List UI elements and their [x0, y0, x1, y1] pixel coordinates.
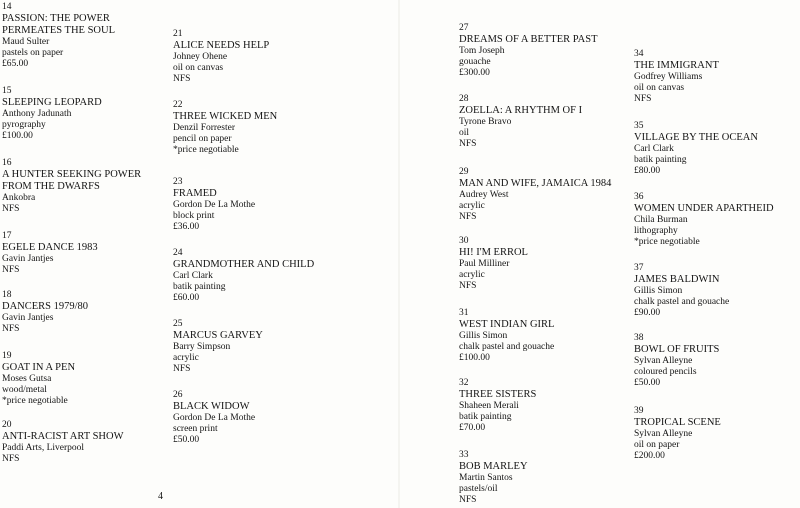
artwork-title: BOWL OF FRUITS — [634, 344, 720, 355]
artwork-title: A HUNTER SEEKING POWER FROM THE DWARFS — [2, 169, 142, 192]
catalogue-entry — [459, 450, 629, 506]
artist-name: Paddi Arts, Liverpool — [2, 443, 85, 453]
entry-number: 16 — [2, 158, 12, 168]
medium: acrylic — [173, 353, 199, 363]
entry-number: 18 — [2, 290, 12, 300]
price: NFS — [2, 324, 20, 334]
catalogue-entry — [2, 231, 170, 276]
medium: oil on paper — [634, 440, 680, 450]
entry-number: 20 — [2, 420, 12, 430]
price: *price negotiable — [173, 145, 239, 155]
artwork-title: FRAMED — [173, 188, 217, 199]
catalogue-entry — [634, 49, 800, 105]
catalogue-entry — [2, 158, 170, 215]
catalogue-entry — [634, 192, 800, 248]
medium: lithography — [634, 226, 678, 236]
price: NFS — [2, 265, 20, 275]
price: £50.00 — [634, 378, 661, 388]
artwork-title: JAMES BALDWIN — [634, 274, 720, 285]
price: NFS — [173, 74, 191, 84]
artwork-title: THE IMMIGRANT — [634, 60, 719, 71]
entry-number: 29 — [459, 167, 469, 177]
entry-number: 14 — [2, 2, 12, 12]
page-number: 4 — [158, 491, 163, 502]
catalogue-entry — [459, 23, 629, 79]
artwork-title: MARCUS GARVEY — [173, 330, 263, 341]
artist-name: Barry Simpson — [173, 342, 231, 352]
entry-number: 23 — [173, 177, 183, 187]
artwork-title: TROPICAL SCENE — [634, 417, 721, 428]
catalogue-entry — [459, 94, 629, 150]
artwork-title: ALICE NEEDS HELP — [173, 40, 270, 51]
entry-number: 39 — [634, 406, 644, 416]
artist-name: Martin Santos — [459, 473, 513, 483]
artist-name: Johney Ohene — [173, 52, 228, 62]
price: £70.00 — [459, 423, 486, 433]
artwork-title: WEST INDIAN GIRL — [459, 319, 555, 330]
artist-name: Gillis Simon — [459, 331, 508, 341]
price: £200.00 — [634, 451, 665, 461]
artist-name: Shaheen Merali — [459, 401, 519, 411]
medium: batik painting — [459, 412, 512, 422]
medium: pastels on paper — [2, 48, 64, 58]
price: £60.00 — [173, 293, 200, 303]
artwork-title: SLEEPING LEOPARD — [2, 97, 102, 108]
artist-name: Sylvan Alleyne — [634, 356, 693, 366]
artist-name: Audrey West — [459, 190, 509, 200]
price: NFS — [459, 281, 477, 291]
artwork-title: VILLAGE BY THE OCEAN — [634, 132, 758, 143]
entry-number: 27 — [459, 23, 469, 33]
catalogue-entry — [2, 290, 170, 335]
catalogue-entry — [173, 100, 393, 156]
entry-number: 32 — [459, 378, 469, 388]
entry-number: 25 — [173, 319, 183, 329]
price: NFS — [173, 364, 191, 374]
catalogue-entry — [2, 86, 170, 142]
price: £100.00 — [459, 353, 490, 363]
artist-name: Maud Sulter — [2, 37, 50, 47]
medium: wood/metal — [2, 385, 47, 395]
catalogue-entry — [173, 390, 393, 446]
artist-name: Carl Clark — [173, 271, 213, 281]
artist-name: Gordon De La Mothe — [173, 413, 256, 423]
catalogue-entry — [634, 121, 800, 177]
artist-name: Godfrey Williams — [634, 72, 703, 82]
price: NFS — [2, 454, 20, 464]
artist-name: Sylvan Alleyne — [634, 429, 693, 439]
catalogue-entry — [634, 263, 800, 319]
medium: acrylic — [459, 270, 485, 280]
medium: gouache — [459, 57, 491, 67]
catalogue-entry — [173, 319, 393, 375]
catalogue-entry — [459, 236, 629, 292]
medium: batik painting — [634, 155, 687, 165]
artist-name: Moses Gutsa — [2, 374, 52, 384]
medium: pencil on paper — [173, 134, 232, 144]
artist-name: Chila Burman — [634, 215, 688, 225]
price: £80.00 — [634, 166, 661, 176]
artist-name: Gavin Jantjes — [2, 254, 54, 264]
medium: chalk pastel and gouache — [634, 297, 730, 307]
price: NFS — [459, 212, 477, 222]
artwork-title: HI! I'M ERROL — [459, 247, 528, 258]
artwork-title: BLACK WIDOW — [173, 401, 250, 412]
artwork-title: THREE WICKED MEN — [173, 111, 278, 122]
price: *price negotiable — [634, 237, 700, 247]
entry-number: 31 — [459, 308, 469, 318]
artist-name: Tom Joseph — [459, 46, 505, 56]
catalogue-entry — [459, 308, 629, 364]
catalogue-entry — [2, 420, 170, 465]
artwork-title: ZOELLA: A RHYTHM OF I — [459, 105, 583, 116]
artwork-title: THREE SISTERS — [459, 389, 537, 400]
artwork-title: EGELE DANCE 1983 — [2, 242, 98, 253]
catalogue-entry — [459, 378, 629, 434]
entry-number: 22 — [173, 100, 183, 110]
artist-name: Tyrone Bravo — [459, 117, 512, 127]
medium: chalk pastel and gouache — [459, 342, 555, 352]
catalogue-entry — [2, 2, 170, 70]
artwork-title: GOAT IN A PEN — [2, 362, 76, 373]
artwork-title: GRANDMOTHER AND CHILD — [173, 259, 315, 270]
artwork-title: MAN AND WIFE, JAMAICA 1984 — [459, 178, 612, 189]
price: NFS — [2, 204, 20, 214]
catalogue-entry — [2, 351, 170, 407]
page-fold — [398, 0, 400, 508]
catalogue-entry — [173, 248, 393, 304]
entry-number: 15 — [2, 86, 12, 96]
artwork-title: WOMEN UNDER APARTHEID — [634, 203, 774, 214]
price: £50.00 — [173, 435, 200, 445]
medium: pyrography — [2, 120, 46, 130]
artwork-title: DREAMS OF A BETTER PAST — [459, 34, 598, 45]
artist-name: Anthony Jadunath — [2, 109, 72, 119]
medium: oil on canvas — [173, 63, 224, 73]
entry-number: 26 — [173, 390, 183, 400]
medium: oil — [459, 128, 470, 138]
catalogue-entry — [459, 167, 629, 223]
medium: block print — [173, 211, 215, 221]
artwork-title: PASSION: THE POWER PERMEATES THE SOUL — [2, 13, 115, 36]
artist-name: Paul Milliner — [459, 259, 510, 269]
catalogue-entry — [634, 333, 800, 389]
price: £90.00 — [634, 308, 661, 318]
entry-number: 38 — [634, 333, 644, 343]
price: £300.00 — [459, 68, 490, 78]
price: NFS — [459, 495, 477, 505]
entry-number: 33 — [459, 450, 469, 460]
entry-number: 37 — [634, 263, 644, 273]
entry-number: 36 — [634, 192, 644, 202]
price: £65.00 — [2, 59, 29, 69]
price: £100.00 — [2, 131, 33, 141]
artist-name: Denzil Forrester — [173, 123, 235, 133]
catalogue-entry — [173, 177, 393, 233]
artist-name: Carl Clark — [634, 144, 674, 154]
artist-name: Gillis Simon — [634, 286, 683, 296]
entry-number: 34 — [634, 49, 644, 59]
medium: coloured pencils — [634, 367, 697, 377]
catalogue-entry — [173, 29, 393, 85]
entry-number: 28 — [459, 94, 469, 104]
price: £36.00 — [173, 222, 200, 232]
medium: screen print — [173, 424, 218, 434]
artist-name: Gordon De La Mothe — [173, 200, 256, 210]
entry-number: 30 — [459, 236, 469, 246]
entry-number: 24 — [173, 248, 183, 258]
medium: acrylic — [459, 201, 485, 211]
price: NFS — [459, 139, 477, 149]
artwork-title: ANTI-RACIST ART SHOW — [2, 431, 124, 442]
artist-name: Ankobra — [2, 193, 36, 203]
entry-number: 19 — [2, 351, 12, 361]
artist-name: Gavin Jantjes — [2, 313, 54, 323]
price: NFS — [634, 94, 652, 104]
price: *price negotiable — [2, 396, 68, 406]
artwork-title: BOB MARLEY — [459, 461, 528, 472]
catalogue-entry — [634, 406, 800, 462]
artwork-title: DANCERS 1979/80 — [2, 301, 89, 312]
medium: batik painting — [173, 282, 226, 292]
entry-number: 21 — [173, 29, 183, 39]
entry-number: 17 — [2, 231, 12, 241]
medium: pastels/oil — [459, 484, 498, 494]
medium: oil on canvas — [634, 83, 685, 93]
entry-number: 35 — [634, 121, 644, 131]
